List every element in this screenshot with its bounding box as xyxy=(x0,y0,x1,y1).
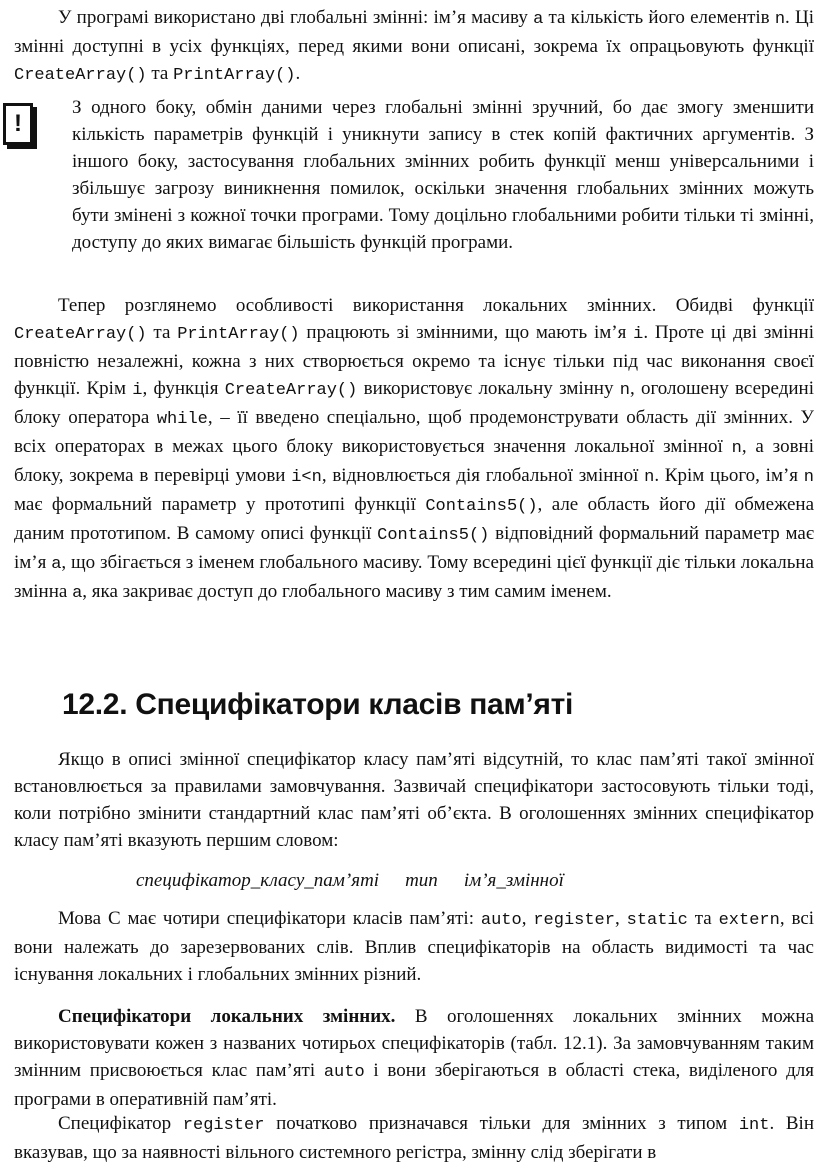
note-paragraph: З одного боку, обмін даними через глобальні змінні зручний, бо дає змогу зменшити кількість параметрів функцій і уникнути запису в стек копій фактичних аргументів. З іншого боку, застосування глобальних змінних робить функції менш універсальними і збільшує загрозу виникнення помилок, оскільки значення глобальних змінних можуть бути змінені з кожної точки програми. Тому доцільно глобальними робити тільки ті змінні, доступу до яких вимагає більшість функцій програми. xyxy=(72,97,814,253)
declaration-syntax: специфікатор_класу_пам’яті тип ім’я_змінної xyxy=(136,870,564,891)
paragraph-globals: У програмі використано дві глобальні змінні: ім’я масиву a та кількість його елементів n. Ці змінні доступні в усіх функціях, перед якими вони описані, зокрема їх опрацьовують функції CreateArray() та PrintArray(). xyxy=(14,7,814,85)
paragraph-locals: Тепер розглянемо особливості використання локальних змінних. Обидві функції CreateArray() та PrintArray() працюють зі змінними, що мають ім’я i. Проте ці дві змінні повністю незалежні, кожна з них створюється окремо та існує тільки під час виконання своєї функції. Крім i, функція CreateArray() використовує локальну змінну n, оголошену всередині блоку оператора while, – її введено спеціально, щоб продемонструвати область дії змінних. У всіх операторах в межах цього блоку використовується значення локальної змінної n, а зовні блоку, зокрема в перевірці умови i<n, відновлюється дія глобальної змінної n. Крім цього, ім’я n має формальний параметр у прототипі функції Contains5(), але область його дії обмежена даним прототипом. В самому описі функції Contains5() відповідний формальний параметр має ім’я a, що збігається з іменем глобального масиву. Тому всередині цієї функції діє тільки локальна змінна a, яка закриває доступ до глобального масиву з тим самим іменем. xyxy=(14,295,815,603)
paragraph-storage-intro: Якщо в описі змінної специфікатор класу пам’яті відсутній, то клас пам’яті такої змінної встановлюється за правилами замовчування. Зазвичай специфікатори застосовують тільки тоді, коли потрібно змінити стандартний клас пам’яті об’єкта. В оголошеннях змінних специфікатор класу пам’яті вказують першим словом: xyxy=(14,749,814,851)
exclamation-note-icon: ! xyxy=(3,103,33,145)
section-heading: 12.2. Специфікатори класів пам’яті xyxy=(62,688,574,721)
run-in-heading: Специфікатори локальних змінних. xyxy=(58,1006,396,1027)
paragraph-local-specifiers: Специфікатори локальних змінних. В оголошеннях локальних змінних можна використовувати кожен з названих чотирьох специфікаторів (табл. 12.1). За замовчуванням таким змінним присвоюється клас пам’яті auto і вони зберігаються в області стека, виділеного для програми в оперативній пам’яті. xyxy=(14,1006,815,1110)
paragraph-register: Специфікатор register початково призначався тільки для змінних з типом int. Він вказував, що за наявності вільного системного регістра, змінну слід зберігати в xyxy=(14,1113,814,1163)
paragraph-four-specifiers: Мова С має чотири специфікатори класів пам’яті: auto, register, static та extern, всі вони належать до зарезервованих слів. Вплив специфікаторів на область видимості та час існування локальних і глобальних змінних різний. xyxy=(14,908,815,985)
